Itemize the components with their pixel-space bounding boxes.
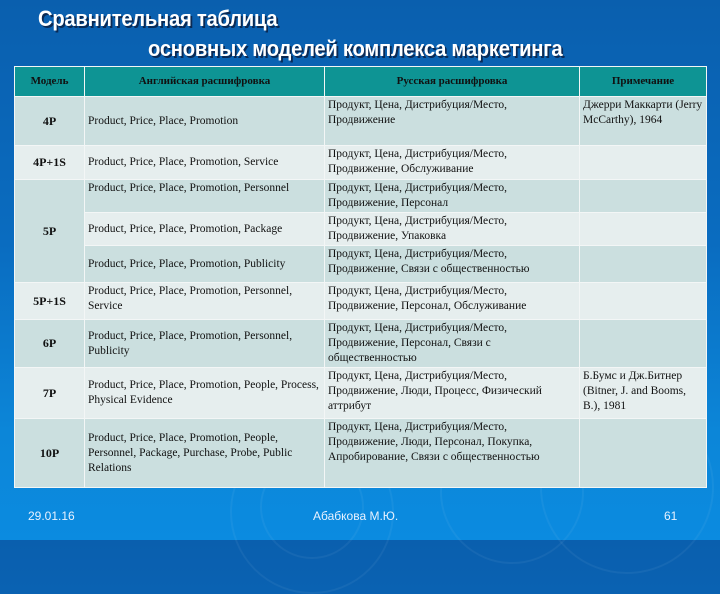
model-cell: 4P+1S bbox=[15, 146, 85, 180]
header-english: Английская расшифровка bbox=[85, 67, 325, 97]
russian-cell: Продукт, Цена, Дистрибуция/Место, Продвижение, Связи с общественностью bbox=[325, 246, 580, 283]
table-row bbox=[15, 213, 707, 246]
russian-cell: Продукт, Цена, Дистрибуция/Место, Продвижение, Упаковка bbox=[325, 213, 580, 246]
english-cell: Product, Price, Place, Promotion, Package bbox=[85, 213, 325, 246]
english-cell: Product, Price, Place, Promotion, Publicity bbox=[85, 246, 325, 283]
table-row bbox=[15, 180, 707, 213]
english-cell: Product, Price, Place, Promotion, Personnel, Service bbox=[85, 283, 325, 320]
model-cell: 10P bbox=[15, 419, 85, 488]
russian-cell: Продукт, Цена, Дистрибуция/Место, Продвижение, Люди, Персонал, Покупка, Апробирование, Связи с общественностью bbox=[325, 419, 580, 488]
table-row bbox=[15, 419, 707, 488]
table-row bbox=[15, 246, 707, 283]
russian-cell: Продукт, Цена, Дистрибуция/Место, Продвижение, Обслуживание bbox=[325, 146, 580, 180]
english-cell: Product, Price, Place, Promotion, People, Process, Physical Evidence bbox=[85, 368, 325, 419]
note-cell bbox=[580, 213, 707, 246]
model-cell: 5P+1S bbox=[15, 283, 85, 320]
note-cell bbox=[580, 320, 707, 368]
table-row bbox=[15, 283, 707, 320]
model-cell: 7P bbox=[15, 368, 85, 419]
header-model: Модель bbox=[15, 67, 85, 97]
note-cell bbox=[580, 146, 707, 180]
russian-cell: Продукт, Цена, Дистрибуция/Место, Продвижение, Персонал, Обслуживание bbox=[325, 283, 580, 320]
russian-cell: Продукт, Цена, Дистрибуция/Место, Продвижение, Люди, Процесс, Физический аттрибут bbox=[325, 368, 580, 419]
russian-cell: Продукт, Цена, Дистрибуция/Место, Продвижение, Персонал, Связи с общественностью bbox=[325, 320, 580, 368]
english-cell: Product, Price, Place, Promotion, Service bbox=[85, 146, 325, 180]
table-row bbox=[15, 97, 707, 146]
english-cell: Product, Price, Place, Promotion, Personnel bbox=[85, 180, 325, 213]
note-cell: Джерри Маккарти (Jerry McCarthy), 1964 bbox=[580, 97, 707, 146]
russian-cell: Продукт, Цена, Дистрибуция/Место, Продвижение, Персонал bbox=[325, 180, 580, 213]
slide-title-line1: Сравнительная таблица bbox=[38, 6, 278, 31]
note-cell bbox=[580, 419, 707, 488]
english-cell: Product, Price, Place, Promotion, Personnel, Publicity bbox=[85, 320, 325, 368]
header-note: Примечание bbox=[580, 67, 707, 97]
model-cell: 4P bbox=[15, 97, 85, 146]
table-row bbox=[15, 146, 707, 180]
english-cell: Product, Price, Place, Promotion, People, Personnel, Package, Purchase, Probe, Public Relations bbox=[85, 419, 325, 488]
slide-title-line2: основных моделей комплекса маркетинга bbox=[148, 36, 563, 61]
marketing-models-table bbox=[14, 66, 707, 488]
model-cell: 5P bbox=[15, 180, 85, 283]
russian-cell: Продукт, Цена, Дистрибуция/Место, Продвижение bbox=[325, 97, 580, 146]
model-cell: 6P bbox=[15, 320, 85, 368]
footer-date: 29.01.16 bbox=[28, 509, 75, 523]
table-row bbox=[15, 368, 707, 419]
header-russian: Русская расшифровка bbox=[325, 67, 580, 97]
note-cell bbox=[580, 180, 707, 213]
note-cell: Б.Бумс и Дж.Битнер (Bitner, J. and Booms, B.), 1981 bbox=[580, 368, 707, 419]
footer-author: Абабкова М.Ю. bbox=[313, 509, 399, 523]
note-cell bbox=[580, 246, 707, 283]
english-cell: Product, Price, Place, Promotion bbox=[85, 97, 325, 146]
table-row bbox=[15, 320, 707, 368]
table-header-row bbox=[15, 67, 707, 97]
footer-page-number: 61 bbox=[664, 509, 678, 523]
note-cell bbox=[580, 283, 707, 320]
